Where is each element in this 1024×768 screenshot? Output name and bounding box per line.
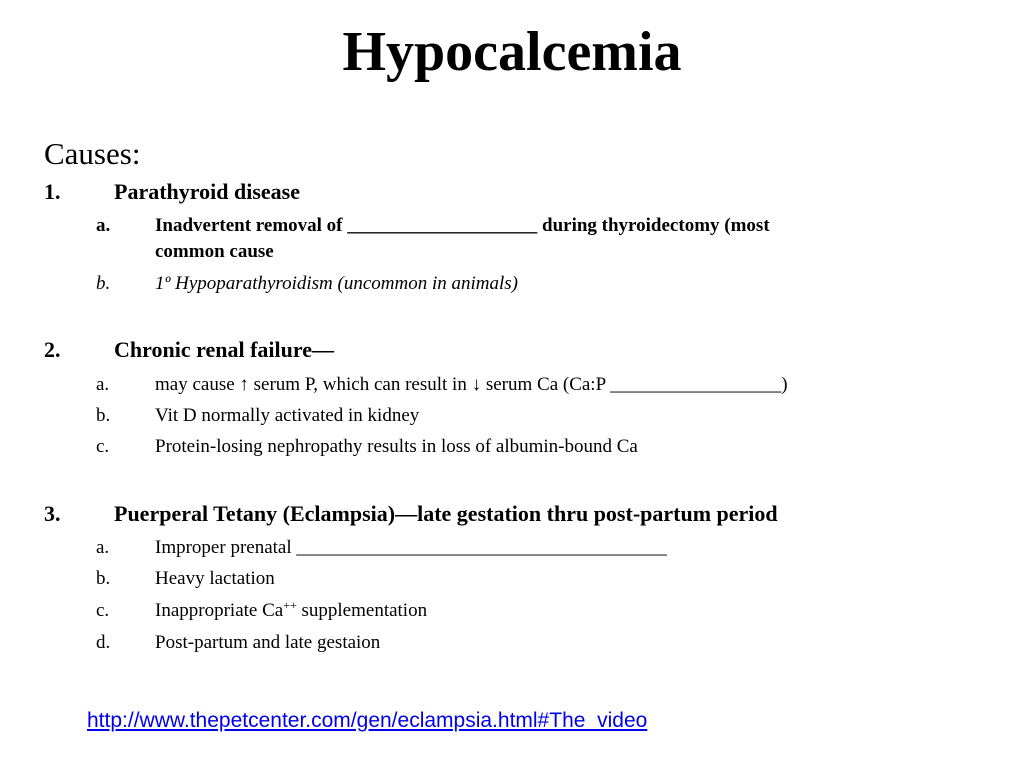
- sub-item-letter: b.: [96, 405, 111, 426]
- sub-item-letter: a.: [96, 537, 110, 558]
- sub-item-text: may cause ↑ serum P, which can result in ↓ serum Ca (Ca:P __________________): [155, 374, 788, 395]
- sub-item-text: Post-partum and late gestaion: [155, 632, 381, 653]
- sub-item-letter: d.: [96, 632, 111, 653]
- sub-item-letter: c.: [96, 436, 110, 457]
- superscript-charge: ++: [283, 598, 297, 612]
- item-label: Puerperal Tetany (Eclampsia)—late gestation thru post-partum period: [114, 501, 778, 526]
- slide-title: Hypocalcemia: [342, 21, 682, 83]
- causes-heading: Causes:: [44, 136, 141, 171]
- sub-item-letter: a.: [96, 374, 110, 395]
- sub-item-letter: a.: [96, 215, 111, 236]
- item-label: Parathyroid disease: [114, 179, 300, 204]
- sub-item-text: Protein-losing nephropathy results in loss of albumin-bound Ca: [155, 436, 638, 457]
- sub-item-letter: c.: [96, 600, 110, 621]
- sub-item-text: [155, 599, 427, 622]
- sub-item-text: Improper prenatal _______________________________________: [155, 537, 667, 558]
- sub-item-text: common cause: [155, 241, 274, 262]
- sub-item-text: Vit D normally activated in kidney: [155, 405, 420, 426]
- item-label: Chronic renal failure—: [114, 337, 334, 362]
- item-number: 3.: [44, 501, 61, 526]
- sub-item-text: 1º Hypoparathyroidism (uncommon in animals): [155, 273, 518, 294]
- item-number: 1.: [44, 179, 61, 204]
- sub-item-text: Inadvertent removal of ____________________ during thyroidectomy (most: [155, 215, 770, 236]
- sub-item-text: Heavy lactation: [155, 568, 275, 589]
- sub-item-text-after: supplementation: [296, 600, 428, 621]
- sub-item-letter: b.: [96, 273, 111, 294]
- item-number: 2.: [44, 337, 61, 362]
- sub-item-text-before: Inappropriate Ca: [155, 600, 284, 621]
- video-link[interactable]: http://www.thepetcenter.com/gen/eclampsia.html#The_video: [87, 709, 648, 732]
- sub-item-letter: b.: [96, 568, 111, 589]
